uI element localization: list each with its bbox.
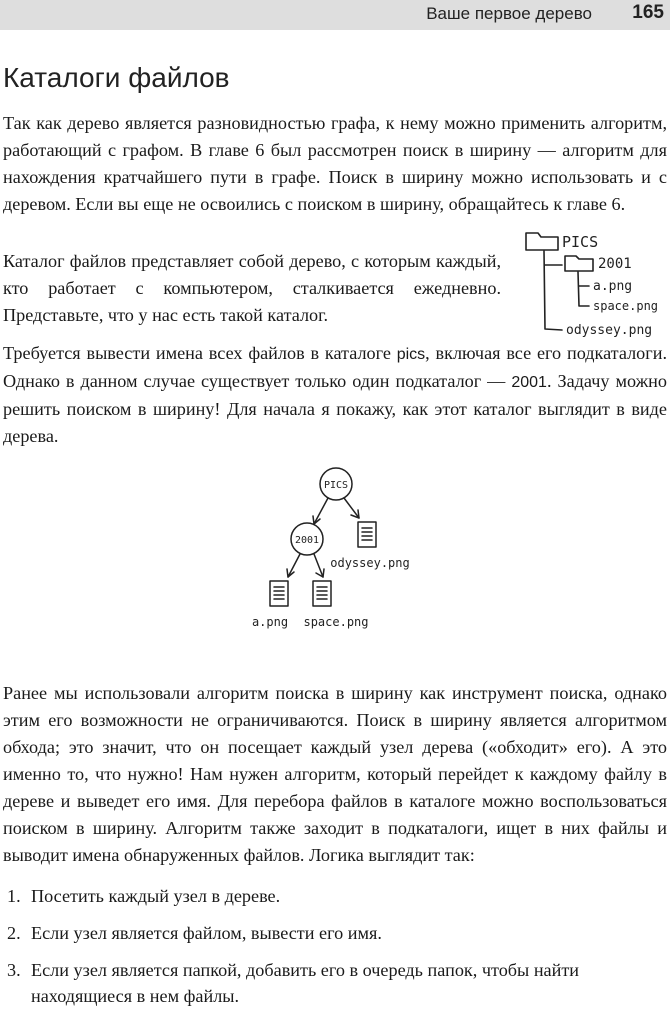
- paragraph-catalog: Каталог файлов представляет собой дерево, с которым каждый, кто работает с компьютером, сталкивается ежедневно. Представьте, что у нас есть такой каталог.: [3, 251, 501, 325]
- node-label-folder: 2001: [294, 535, 320, 546]
- file-icon: [270, 581, 288, 606]
- steps-list: [3, 883, 667, 1020]
- paragraph-bfs: Ранее мы использовали алгоритм поиска в ширину как инструмент поиска, однако этим его возможности не ограничиваются. Поиск в ширину является алгоритмом обхода; это значит, что он посещает каждый узел дерева («обходит» его). А это именно то, что нужно! Нам нужен алгоритм, который перейдет к каждому файлу в дереве и выведет его имя. Для перебора файлов в каталоге можно воспользоваться поиском в ширину. Алгоритм также заходит в подкаталоги, ищет в них файлы и выводит имена обнаруженных файлов. Логика выглядит так:: [3, 683, 667, 865]
- paragraph-task: Требуется вывести имена всех файлов в каталоге pics, включая все его подкаталоги. Однако в данном случае существует только один подкаталог — 2001. Задачу можно решить поиском в ширину! Для начала я покажу, как этот каталог выглядит в виде дерева.: [3, 343, 667, 446]
- file-label: a.png: [251, 615, 289, 629]
- sketch-file-label: a.png: [593, 279, 633, 294]
- running-header: [0, 0, 670, 30]
- header-title: Ваше первое дерево: [426, 4, 592, 23]
- section-title: Каталоги файлов: [3, 62, 230, 93]
- folder-icon: [526, 233, 558, 250]
- node-label-root: PICS: [323, 480, 349, 491]
- file-label: space.png: [303, 615, 369, 629]
- tree-edge: [314, 498, 328, 524]
- sketch-file-label: odyssey.png: [566, 323, 653, 338]
- folder-icon: [565, 256, 593, 271]
- code-dirname: 2001: [511, 374, 547, 391]
- tree-edge: [314, 554, 323, 577]
- file-label: odyssey.png: [330, 556, 410, 570]
- sketch-file-label: space.png: [593, 299, 659, 313]
- code-dirname: pics: [396, 346, 426, 363]
- tree-branch-line: [544, 251, 562, 330]
- list-item: 2. Если узел является файлом, вывести его имя.: [7, 923, 382, 943]
- tree-diagram: [230, 460, 440, 645]
- sketch-root-label: PICS: [562, 233, 599, 251]
- tree-branch-line: [578, 272, 589, 306]
- sketch-folder-label: 2001: [598, 256, 632, 272]
- arrow-head: [351, 510, 359, 518]
- tree-edge: [288, 554, 300, 577]
- paragraph-intro: Так как дерево является разновидностью графа, к нему можно применить алгоритм, работающий с графом. В главе 6 был рассмотрен поиск в ширину — алгоритм для нахождения кратчайшего пути в графе. Поиск в ширину можно использовать и с деревом. Если вы еще не освоились с поиском в ширину, обращайтесь к главе 6.: [3, 113, 667, 214]
- list-item: 1. Посетить каждый узел в дереве.: [7, 886, 281, 906]
- file-icon: [313, 581, 331, 606]
- file-icon: [358, 522, 376, 547]
- directory-sketch: [512, 220, 670, 360]
- page-number: 165: [632, 2, 664, 23]
- list-item: 3. Если узел является папкой, добавить его в очередь папок, чтобы найти находящиеся в нем файлы.: [7, 960, 580, 1006]
